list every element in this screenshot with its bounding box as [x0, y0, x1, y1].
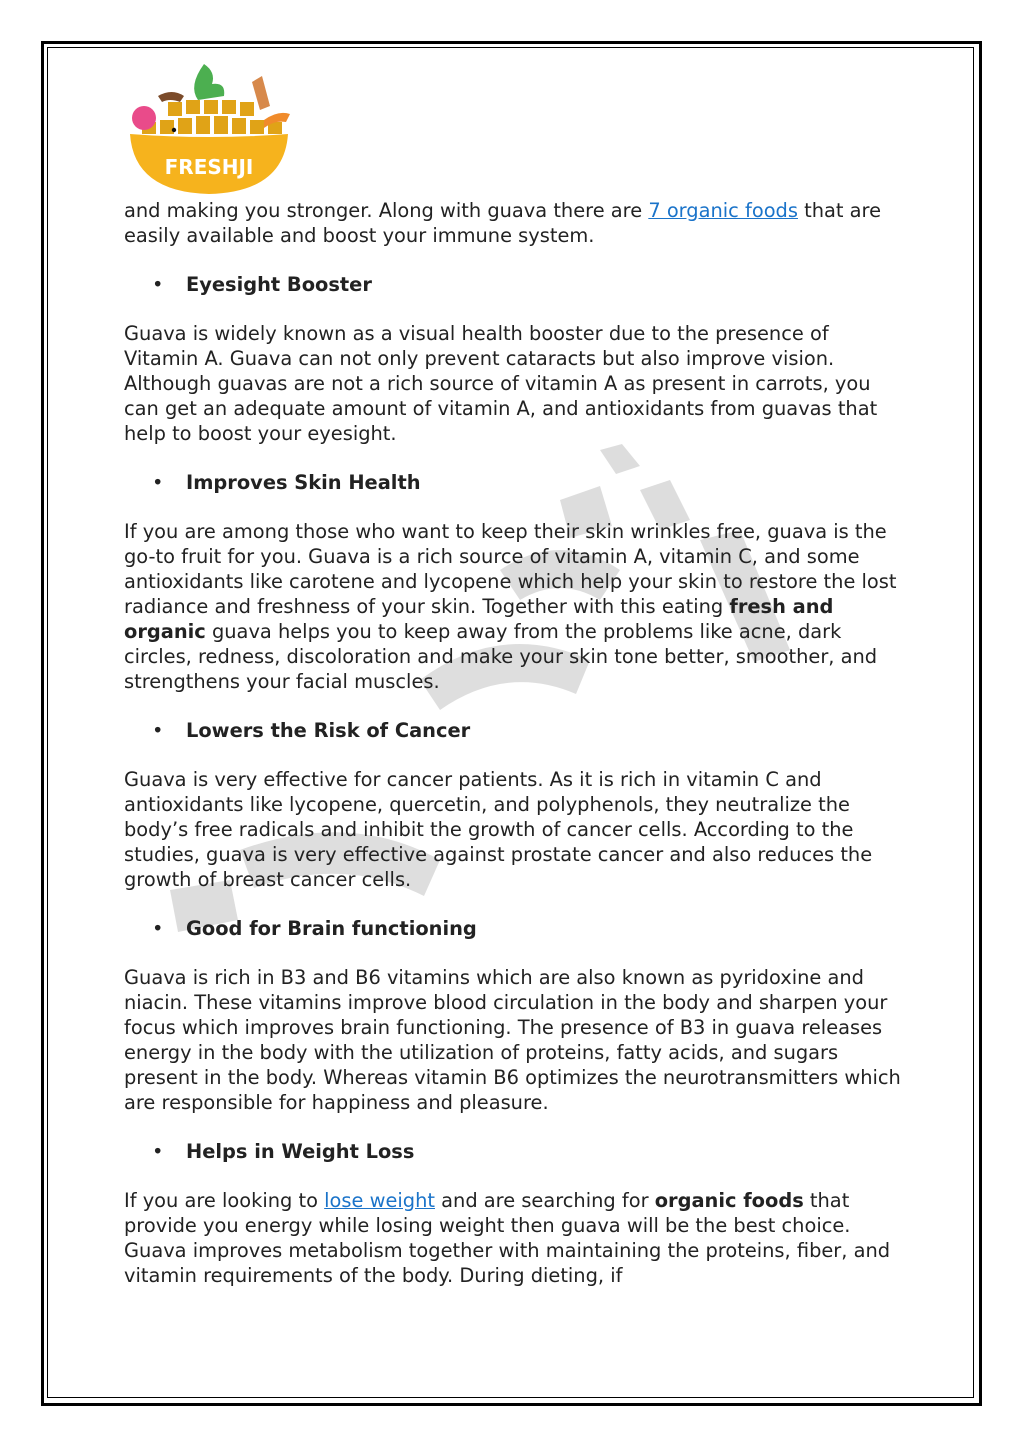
section-body-brain: Guava is rich in B3 and B6 vitamins which are also known as pyridoxine and niacin. These vitamins improve blood circulation in the body and sharpen your focus which improves brain functioning. The presence of B3 in guava releases energy in the body with the utilization of proteins, fatty acids, and sugars present in the body. Whereas vitamin B6 optimizes the neurotransmitters which are responsible for happiness and pleasure.	[124, 966, 901, 1114]
intro-text: and making you stronger. Along with guava there are	[124, 199, 649, 222]
body-text-mid: and are searching for	[434, 1189, 655, 1212]
bullet-icon: •	[152, 471, 164, 494]
bullet-icon: •	[152, 1140, 164, 1163]
heading-text: Lowers the Risk of Cancer	[186, 719, 471, 742]
intro-text-end: that are easily available and boost your immune system.	[124, 199, 882, 247]
lose-weight-link[interactable]: lose weight	[324, 1189, 435, 1212]
bold-text: fresh and organic	[124, 595, 834, 643]
section-heading-brain	[124, 916, 904, 941]
organic-foods-link[interactable]: 7 organic foods	[648, 199, 798, 222]
section-heading-weight	[124, 1139, 904, 1164]
body-text: If you are among those who want to keep their skin wrinkles free, guava is the go-to fruit for you. Guava is a rich source of vitamin A, vitamin C, and some antioxidants like carotene and lycopene which help your skin to restore the lost radiance and freshness of your skin. Together with this eating	[124, 520, 897, 618]
bold-text: organic foods	[654, 1189, 804, 1212]
section-body-weight	[124, 1188, 904, 1288]
section-body-cancer: Guava is very effective for cancer patients. As it is rich in vitamin C and antioxidants like lycopene, quercetin, and polyphenols, they neutralize the body’s free radicals and inhibit the growth of cancer cells. According to the studies, guava is very effective against prostate cancer and also reduces the growth of breast cancer cells.	[124, 768, 873, 891]
freshji-logo	[124, 60, 294, 198]
section-heading-skin	[124, 470, 904, 495]
article-body	[124, 198, 904, 1288]
intro-paragraph	[124, 198, 904, 248]
section-heading-eyesight	[124, 272, 904, 297]
heading-text: Improves Skin Health	[186, 471, 421, 494]
heading-text: Eyesight Booster	[186, 273, 372, 296]
bullet-icon: •	[152, 273, 164, 296]
heading-text: Helps in Weight Loss	[186, 1140, 415, 1163]
body-text-end: that provide you energy while losing weight then guava will be the best choice. Guava improves metabolism together with maintaining the proteins, fiber, and vitamin requirements of the body. During dieting, if	[124, 1189, 891, 1287]
section-body-eyesight: Guava is widely known as a visual health booster due to the presence of Vitamin A. Guava can not only prevent cataracts but also improve vision. Although guavas are not a rich source of vitamin A as present in carrots, you can get an adequate amount of vitamin A, and antioxidants from guavas that help to boost your eyesight.	[124, 322, 878, 445]
body-text-end: guava helps you to keep away from the problems like acne, dark circles, redness, discoloration and make your skin tone better, smoother, and strengthens your facial muscles.	[124, 620, 878, 693]
section-body-skin	[124, 519, 904, 694]
bullet-icon: •	[152, 719, 164, 742]
body-text: If you are looking to	[124, 1189, 325, 1212]
logo-wordmark: FRESHJI	[164, 155, 254, 179]
heading-text: Good for Brain functioning	[186, 917, 477, 940]
section-heading-cancer	[124, 718, 904, 743]
bullet-icon: •	[152, 917, 164, 940]
